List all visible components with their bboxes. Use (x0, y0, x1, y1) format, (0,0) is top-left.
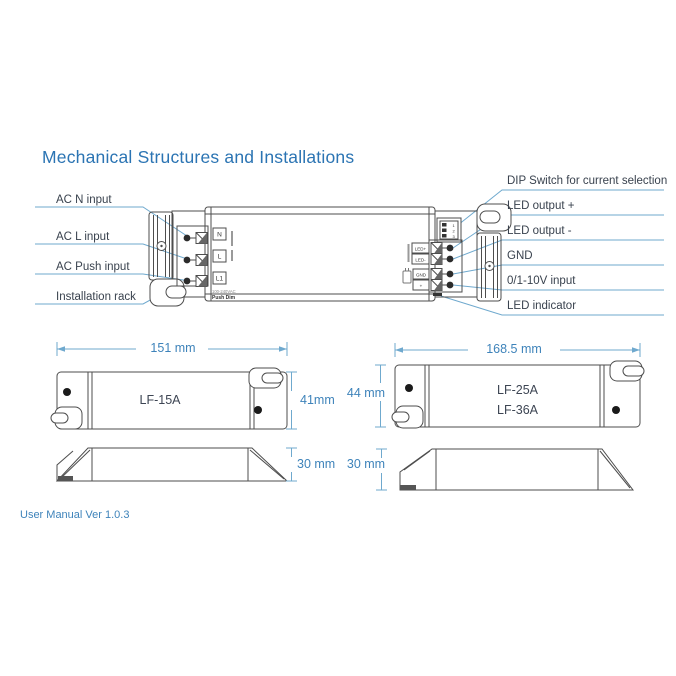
terminal-screw-gnd (431, 269, 453, 280)
terminal-label-led-plus: LED+ (414, 246, 427, 252)
version-text: User Manual Ver 1.0.3 (20, 509, 130, 521)
callout-ac-l-input: AC L input (56, 231, 110, 243)
callout-led-output-minus: LED output - (507, 225, 572, 237)
case-screw (405, 384, 413, 392)
dim-length-lf15a: 151 mm (150, 341, 196, 355)
model-lf36a: LF-36A (497, 403, 538, 417)
terminal-label-l1: L1 (215, 275, 224, 283)
terminal-label-led-minus: LED- (415, 257, 426, 263)
leader-ac-l (35, 244, 190, 260)
terminal-screw-l (184, 255, 207, 266)
led-indicator-mark (433, 293, 442, 296)
svg-text:1: 1 (452, 223, 455, 228)
dim-length-lf25a: 168.5 mm (486, 342, 542, 356)
callout-gnd: GND (507, 250, 533, 262)
dip-switch-icon (437, 218, 461, 242)
dim-height-lf25a: 30 mm (346, 457, 386, 471)
callout-ac-n-input: AC N input (56, 194, 112, 206)
terminal-label-l: L (217, 253, 222, 261)
callout-0-1-10v-input: 0/1-10V input (507, 275, 576, 287)
dim-width-lf15a: 41mm (300, 393, 335, 407)
terminal-screw-l1 (184, 276, 207, 287)
main-device-drawing (149, 204, 511, 306)
model-lf25a: LF-25A (497, 383, 538, 397)
terminal-label-plus: + (419, 283, 423, 289)
model-lf15a: LF-15A (139, 393, 181, 407)
terminal-label-gnd: GND (416, 272, 426, 278)
fig-lf25a-sideview (400, 449, 633, 490)
push-dim-text: Push Dim (212, 295, 236, 301)
fig-lf15a-sideview (57, 448, 287, 481)
case-screw (63, 388, 71, 396)
connector-icon (403, 268, 411, 283)
case-screw (612, 406, 620, 414)
callout-led-output-plus: LED output + (507, 200, 575, 212)
dim-height-lf15a: 30 mm (297, 457, 336, 471)
input-rating-text: 100-240VAC (212, 289, 236, 294)
callout-led-indicator: LED indicator (507, 300, 577, 312)
callout-ac-push-input: AC Push input (56, 261, 130, 273)
device-body (205, 207, 435, 301)
leader-led-output-minus (453, 240, 664, 259)
terminal-screw-n (184, 233, 207, 244)
terminal-screw-led-plus (431, 243, 453, 254)
page-title: Mechanical Structures and Installations (42, 147, 355, 167)
svg-text:3: 3 (452, 234, 455, 239)
terminal-screw-led-minus (431, 254, 453, 265)
svg-text:2: 2 (452, 228, 455, 234)
dim-width-lf25a: 44 mm (346, 386, 386, 400)
terminal-label-n: N (217, 231, 222, 239)
case-screw (254, 406, 262, 414)
callout-dip-switch: DIP Switch for current selection (507, 175, 668, 187)
callout-installation-rack: Installation rack (56, 291, 136, 303)
terminal-screw-dim (431, 280, 453, 291)
